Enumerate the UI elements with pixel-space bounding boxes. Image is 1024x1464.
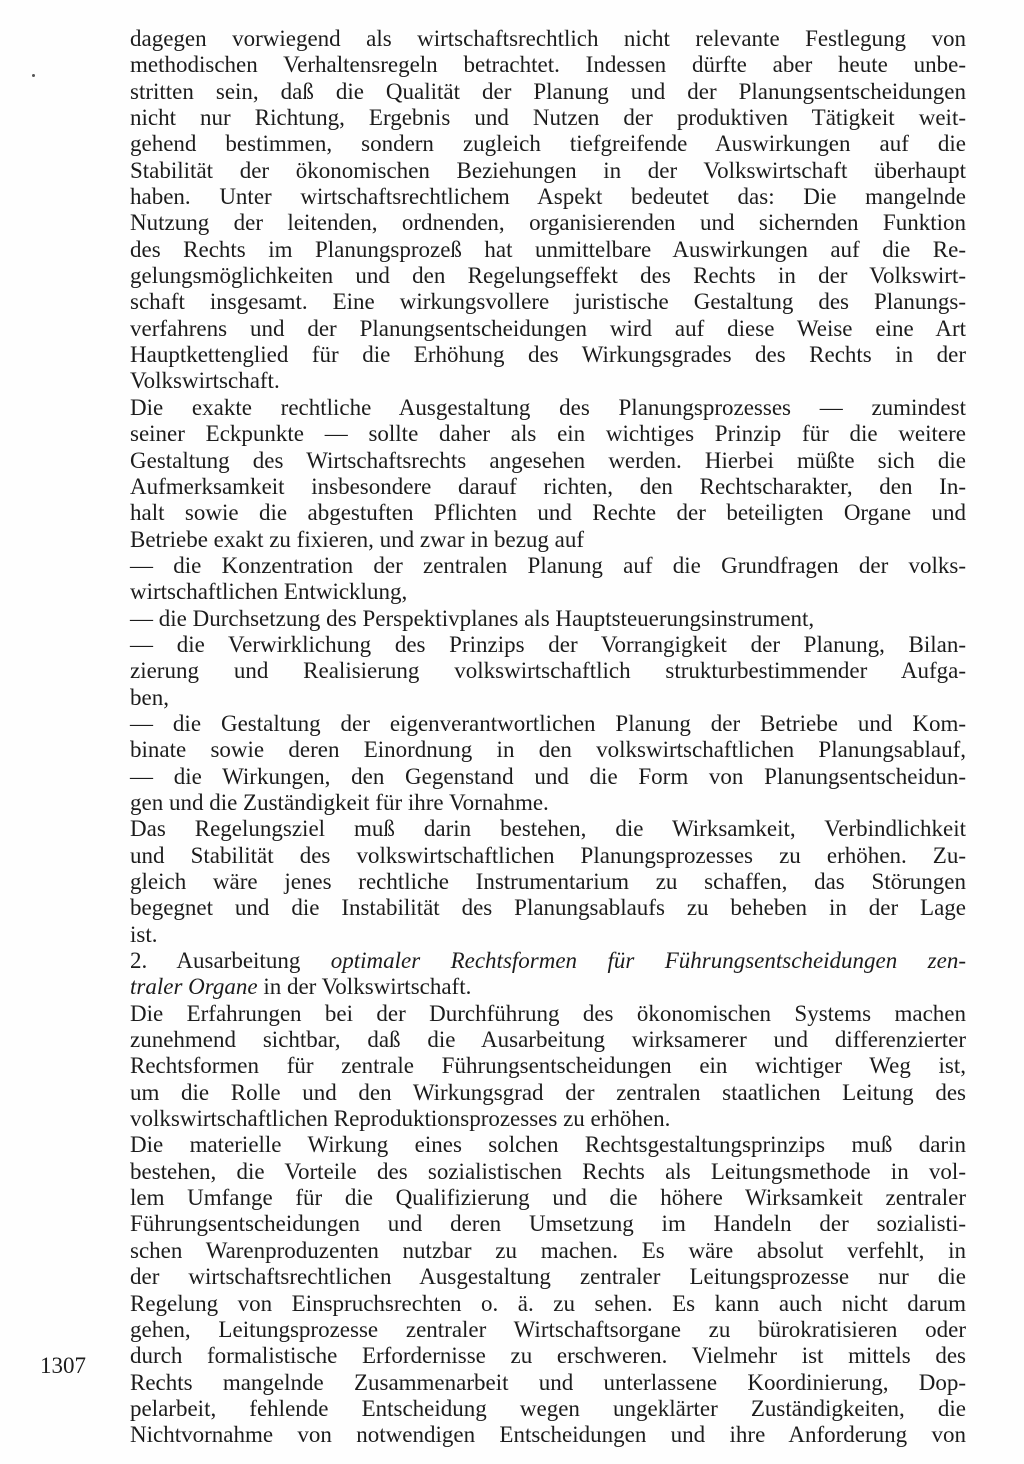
text-line: Regelung von Einspruchsrechten o. ä. zu sehen. Es kann auch nicht darum	[130, 1290, 966, 1316]
text-line: seiner Eckpunkte — sollte daher als ein wichtiges Prinzip für die weitere	[130, 421, 966, 447]
scan-speck	[32, 74, 35, 77]
text-line: — die Konzentration der zentralen Planung auf die Grundfragen der volks-	[130, 552, 966, 578]
text-line: Nutzung der leitenden, ordnenden, organisierenden und sichernden Funktion	[130, 210, 966, 236]
text-line: Stabilität der ökonomischen Beziehungen in der Volkswirtschaft überhaupt	[130, 157, 966, 183]
text-line: Die materielle Wirkung eines solchen Rechtsgestaltungsprinzips muß darin	[130, 1132, 966, 1158]
text-line: gelungsmöglichkeiten und den Regelungseffekt des Rechts in der Volkswirt-	[130, 263, 966, 289]
text-line: gleich wäre jenes rechtliche Instrumentarium zu schaffen, das Störungen	[130, 869, 966, 894]
text-line: lem Umfange für die Qualifizierung und die höhere Wirksamkeit zentraler	[130, 1185, 966, 1211]
text-line: Die Erfahrungen bei der Durchführung des ökonomischen Systems machen	[130, 1000, 966, 1026]
italic-emphasis: traler Organe	[130, 974, 258, 1000]
text-line: haben. Unter wirtschaftsrechtlichem Aspekt bedeutet das: Die mangelnde	[130, 184, 966, 210]
text-line: Aufmerksamkeit insbesondere darauf richten, den Rechtscharakter, den In-	[130, 473, 966, 499]
text-line: — die Verwirklichung des Prinzips der Vorrangigkeit der Planung, Bilan-	[130, 631, 966, 657]
text-line: um die Rolle und den Wirkungsgrad der zentralen staatlichen Leitung des	[130, 1079, 966, 1105]
text-line: zierung und Realisierung volkswirtschaftlich strukturbestimmender Aufga-	[130, 658, 966, 684]
page-number: 1307	[40, 1353, 86, 1378]
text-span: 2. Ausarbeitung	[130, 948, 331, 974]
text-line: Volkswirtschaft.	[130, 368, 280, 394]
text-line: halt sowie die abgestuften Pflichten und Rechte der beteiligten Organe und	[130, 500, 966, 526]
text-line: schaft insgesamt. Eine wirkungsvollere juristische Gestaltung des Planungs-	[130, 289, 966, 315]
text-line: Betriebe exakt zu fixieren, und zwar in bezug auf	[130, 526, 585, 552]
text-line: methodischen Verhaltensregeln betrachtet. Indessen dürfte aber heute unbe-	[130, 52, 966, 78]
text-line: Rechts mangelnde Zusammenarbeit und unterlassene Koordinierung, Dop-	[130, 1369, 966, 1395]
text-line: Rechtsformen für zentrale Führungsentscheidungen ein wichtiger Weg ist,	[130, 1053, 966, 1079]
text-line: der wirtschaftsrechtlichen Ausgestaltung zentraler Leitungsprozesse nur die	[130, 1264, 966, 1290]
text-line: zunehmend sichtbar, daß die Ausarbeitung wirksamerer und differenzierter	[130, 1027, 966, 1053]
text-line: durch formalistische Erfordernisse zu erschweren. Vielmehr ist mittels des	[130, 1343, 966, 1369]
text-line: wirtschaftlichen Entwicklung,	[130, 579, 408, 605]
text-line: ben,	[130, 684, 169, 710]
text-line: Die exakte rechtliche Ausgestaltung des Planungsprozesses — zumindest	[130, 394, 966, 420]
text-line: Hauptkettenglied für die Erhöhung des Wirkungsgrades des Rechts in der	[130, 342, 966, 368]
text-line: volkswirtschaftlichen Reproduktionsprozesses zu erhöhen.	[130, 1106, 671, 1132]
text-line: Das Regelungsziel muß darin bestehen, die Wirksamkeit, Verbindlichkeit	[130, 816, 966, 842]
text-line: gehend bestimmen, sondern zugleich tiefgreifende Auswirkungen auf die	[130, 131, 966, 157]
text-line: Nichtvornahme von notwendigen Entscheidungen und ihre Anforderung von	[130, 1422, 966, 1448]
text-line: bestehen, die Vorteile des sozialistischen Rechts als Leitungsmethode in vol-	[130, 1158, 966, 1184]
text-line: dagegen vorwiegend als wirtschaftsrechtlich nicht relevante Festlegung von	[130, 26, 966, 51]
italic-emphasis: optimaler Rechtsformen für Führungsentscheidungen zen-	[330, 948, 966, 974]
text-line: verfahrens und der Planungsentscheidungen wird auf diese Weise eine Art	[130, 315, 966, 341]
text-line: — die Gestaltung der eigenverantwortlichen Planung der Betriebe und Kom-	[130, 710, 966, 736]
text-line: des Rechts im Planungsprozeß hat unmittelbare Auswirkungen auf die Re-	[130, 236, 966, 262]
text-line: gen und die Zuständigkeit für ihre Vornahme.	[130, 789, 549, 815]
body-text	[130, 26, 966, 1449]
text-span: in der Volkswirtschaft.	[257, 974, 472, 1000]
text-line: Führungsentscheidungen und deren Umsetzung im Handeln der sozialisti-	[130, 1211, 966, 1237]
text-line: ist.	[130, 921, 158, 947]
text-line: und Stabilität des volkswirtschaftlichen Planungsprozesses zu erhöhen. Zu-	[130, 842, 966, 868]
text-line: gehen, Leitungsprozesse zentraler Wirtschaftsorgane zu bürokratisieren oder	[130, 1316, 966, 1342]
text-line	[130, 948, 966, 974]
text-line: — die Wirkungen, den Gegenstand und die Form von Planungsentscheidun-	[130, 763, 966, 789]
text-line: stritten sein, daß die Qualität der Planung und der Planungsentscheidungen	[130, 78, 966, 104]
text-line: begegnet und die Instabilität des Planungsablaufs zu beheben in der Lage	[130, 895, 966, 921]
text-line: binate sowie deren Einordnung in den volkswirtschaftlichen Planungsablauf,	[130, 737, 966, 763]
text-line	[130, 974, 966, 1000]
text-line: — die Durchsetzung des Perspektivplanes als Hauptsteuerungsinstrument,	[130, 605, 815, 631]
text-line: nicht nur Richtung, Ergebnis und Nutzen der produktiven Tätigkeit weit-	[130, 105, 966, 131]
text-line: Gestaltung des Wirtschaftsrechts angesehen werden. Hierbei müßte sich die	[130, 447, 966, 473]
text-line: pelarbeit, fehlende Entscheidung wegen ungeklärter Zuständigkeiten, die	[130, 1395, 966, 1421]
text-line: schen Warenproduzenten nutzbar zu machen. Es wäre absolut verfehlt, in	[130, 1237, 966, 1263]
